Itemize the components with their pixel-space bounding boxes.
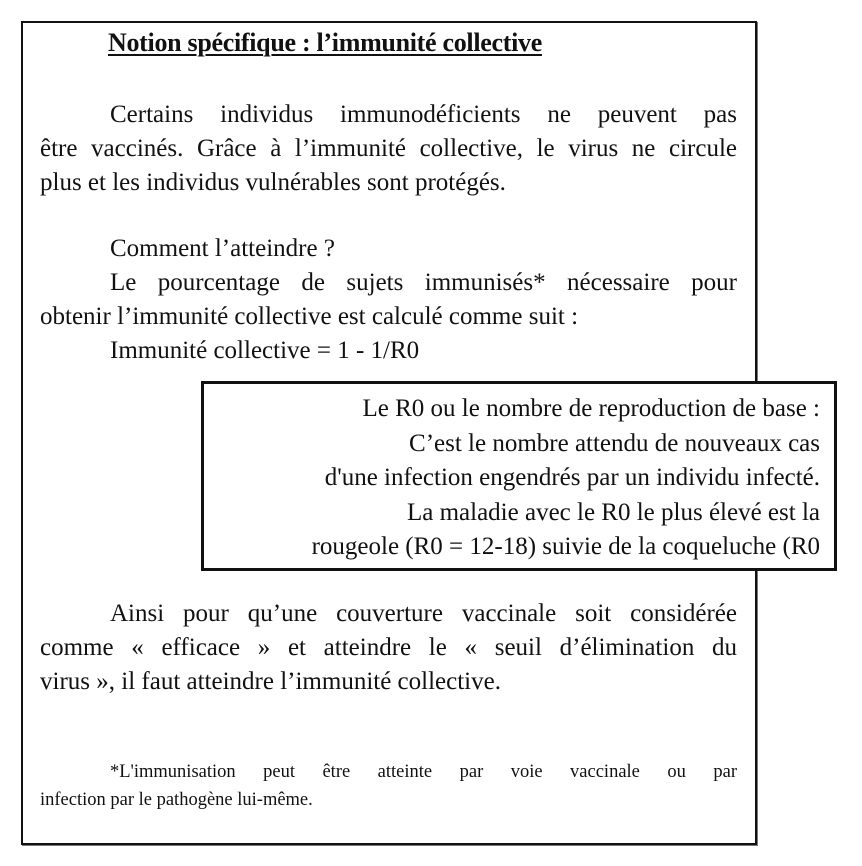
- line-text: comme « efficace » et atteindre le « seuil d’élimination du: [40, 634, 737, 661]
- formula-line: [40, 334, 737, 368]
- line-text: *L'immunisation peut être atteinte par voie vaccinale ou par: [110, 762, 737, 782]
- paragraph-line: [40, 597, 737, 631]
- r0-line: d'une infection engendrés par un individu infecté.: [324, 464, 820, 491]
- r0-line: C’est le nombre attendu de nouveaux cas: [409, 429, 820, 457]
- line-text: Certains individus immunodéficients ne peuvent pas: [110, 101, 737, 128]
- paragraph-how-to-reach: [40, 232, 737, 368]
- section-title: Notion spécifique : l’immunité collective: [108, 28, 542, 57]
- line-text: Le pourcentage de sujets immunisés* nécessaire pour: [110, 269, 737, 296]
- r0-line: Le R0 ou le nombre de reproduction de base :: [362, 395, 820, 422]
- paragraph-line: [40, 266, 737, 300]
- footnote: [40, 758, 737, 814]
- question-line: [40, 232, 737, 266]
- line-text: Ainsi pour qu’une couverture vaccinale soit considérée: [110, 600, 737, 627]
- r0-line: La maladie avec le R0 le plus élevé est la: [406, 498, 820, 526]
- line-text: obtenir l’immunité collective est calculé comme suit :: [40, 303, 579, 330]
- r0-line: rougeole (R0 = 12-18) suivie de la coqueluche (R0: [311, 533, 820, 560]
- footnote-line: [40, 786, 737, 814]
- paragraph-line: [40, 98, 737, 132]
- line-text: être vaccinés. Grâce à l’immunité collective, le virus ne circule: [40, 135, 737, 162]
- paragraph-line: [40, 166, 737, 200]
- line-text: plus et les individus vulnérables sont protégés.: [40, 169, 506, 196]
- line-text: virus », il faut atteindre l’immunité collective.: [40, 668, 501, 695]
- paragraph-line: [40, 132, 737, 166]
- r0-definition-box: [201, 381, 837, 571]
- paragraph-vulnerable-individuals: [40, 98, 737, 200]
- question-text: Comment l’atteindre ?: [110, 235, 335, 262]
- paragraph-line: [40, 300, 737, 334]
- line-text: infection par le pathogène lui-même.: [40, 790, 313, 810]
- paragraph-line: [40, 631, 737, 665]
- r0-definition-text: [312, 392, 820, 565]
- formula-text: Immunité collective = 1 - 1/R0: [110, 337, 420, 364]
- paragraph-line: [40, 665, 737, 699]
- paragraph-conclusion: [40, 597, 737, 699]
- footnote-line: [40, 758, 737, 786]
